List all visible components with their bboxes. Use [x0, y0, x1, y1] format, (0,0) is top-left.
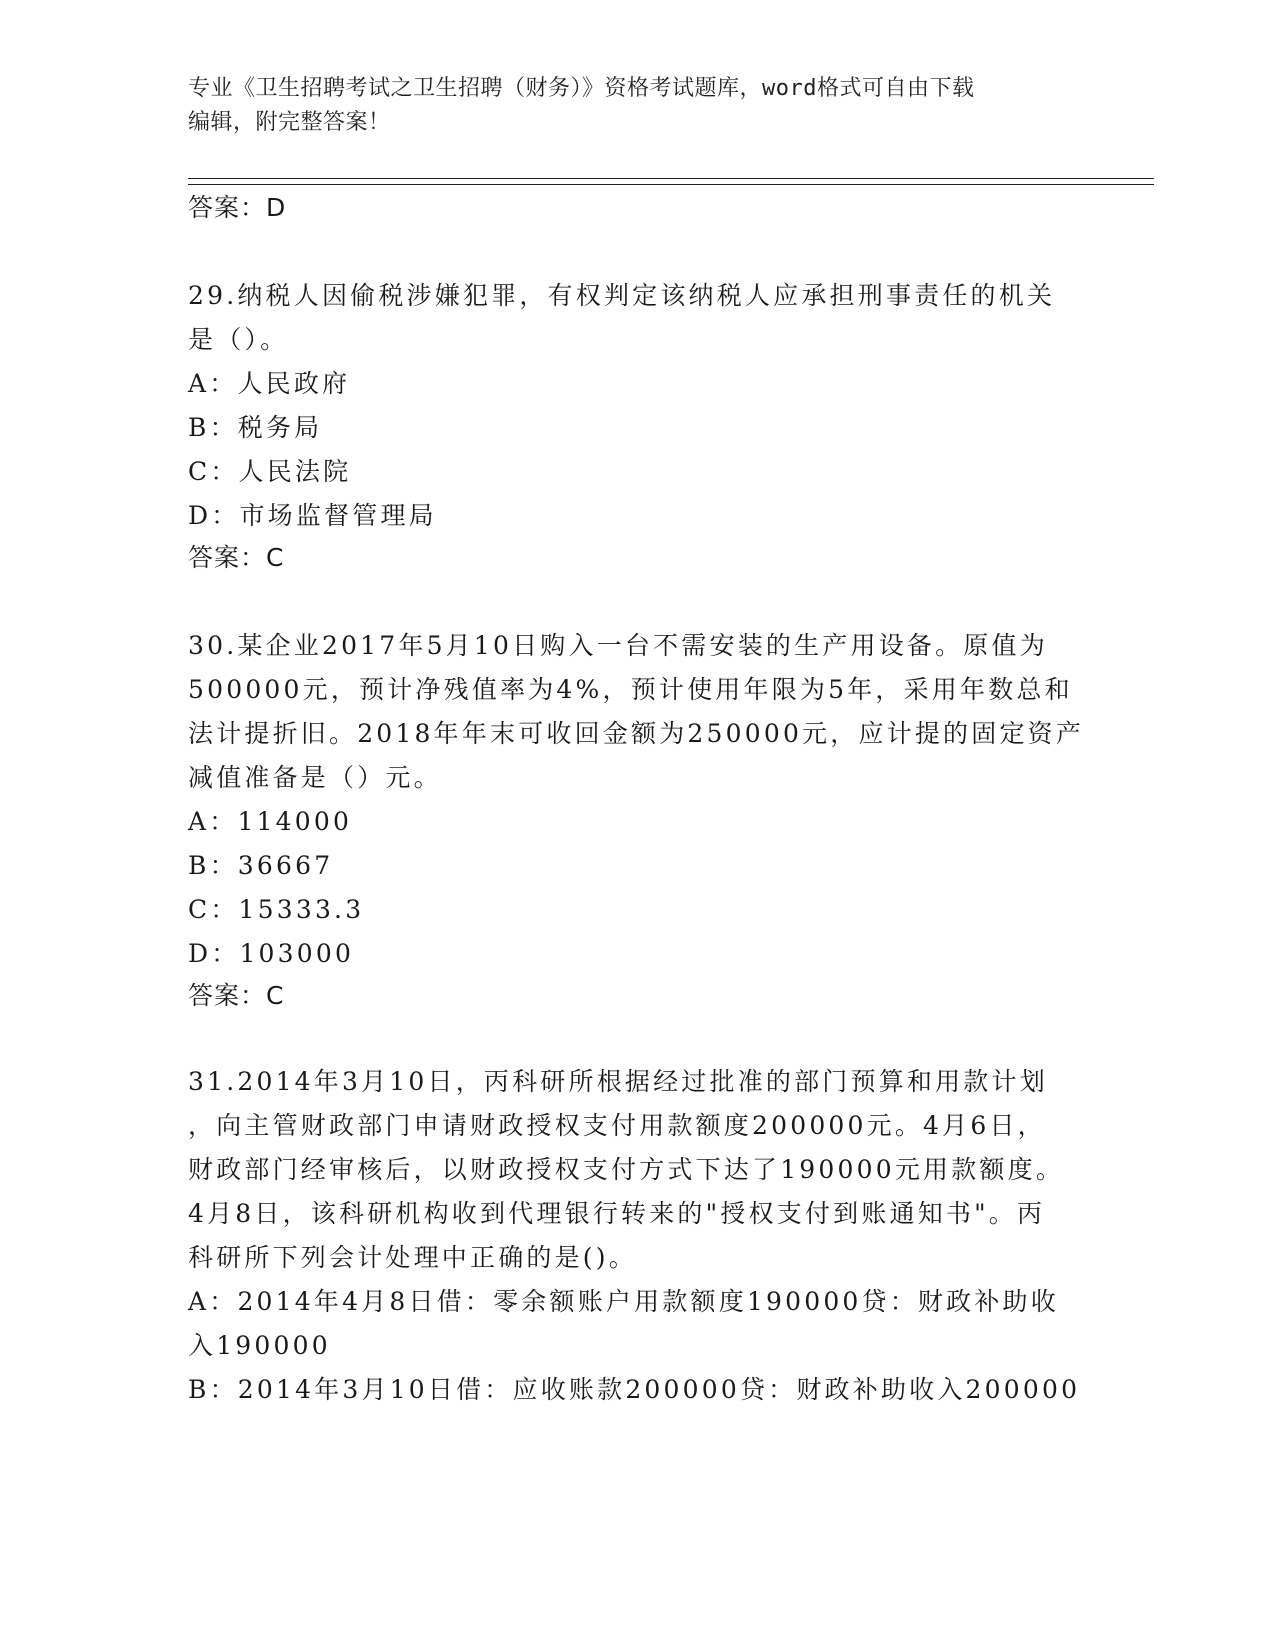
header-line: 专业《卫生招聘考试之卫生招聘（财务）》资格考试题库，word格式可自由下载 [188, 76, 975, 101]
question-31-stem: 4月8日，该科研机构收到代理银行转来的"授权支付到账通知书"。丙 [188, 1199, 1046, 1228]
header-divider-bottom [188, 184, 1154, 185]
question-31-option-a-cont: 入190000 [188, 1331, 331, 1360]
question-30-stem: 减值准备是（）元。 [188, 763, 442, 792]
question-29-option-b: B：税务局 [188, 413, 323, 442]
question-31-stem: 财政部门经审核后，以财政授权支付方式下达了190000元用款额度。 [188, 1155, 1065, 1184]
question-31-stem: 科研所下列会计处理中正确的是()。 [188, 1243, 637, 1272]
question-31-stem: 31.2014年3月10日，丙科研所根据经过批准的部门预算和用款计划 [188, 1067, 1048, 1096]
question-30-option-c: C：15333.3 [188, 895, 365, 924]
question-29-answer: 答案：C [188, 543, 285, 572]
question-31-stem: ，向主管财政部门申请财政授权支付用款额度200000元。4月6日， [188, 1111, 1046, 1140]
question-30-option-b: B：36667 [188, 851, 334, 880]
document-header [188, 72, 1088, 140]
header-divider-top [188, 178, 1154, 179]
header-line: 编辑，附完整答案！ [188, 110, 391, 135]
previous-answer: 答案：D [188, 193, 287, 222]
question-30-stem: 500000元，预计净残值率为4%，预计使用年限为5年，采用年数总和 [188, 675, 1073, 704]
question-29-stem: 是（）。 [188, 325, 289, 354]
question-29-option-a: A：人民政府 [188, 369, 351, 398]
question-31-option-b: B：2014年3月10日借：应收账款200000贷：财政补助收入200000 [188, 1375, 1081, 1404]
question-29-option-d: D：市场监督管理局 [188, 501, 437, 530]
question-30-stem: 法计提折旧。2018年年末可收回金额为250000元，应计提的固定资产 [188, 719, 1085, 748]
question-31-option-a: A：2014年4月8日借：零余额账户用款额度190000贷：财政补助收 [188, 1287, 1059, 1316]
question-30-option-a: A：114000 [188, 807, 353, 836]
question-30-option-d: D：103000 [188, 939, 355, 968]
question-29-stem: 29.纳税人因偷税涉嫌犯罪，有权判定该纳税人应承担刑事责任的机关 [188, 281, 1056, 310]
question-29-option-c: C：人民法院 [188, 457, 352, 486]
question-30-answer: 答案：C [188, 981, 285, 1010]
question-30-stem: 30.某企业2017年5月10日购入一台不需安装的生产用设备。原值为 [188, 631, 1048, 660]
